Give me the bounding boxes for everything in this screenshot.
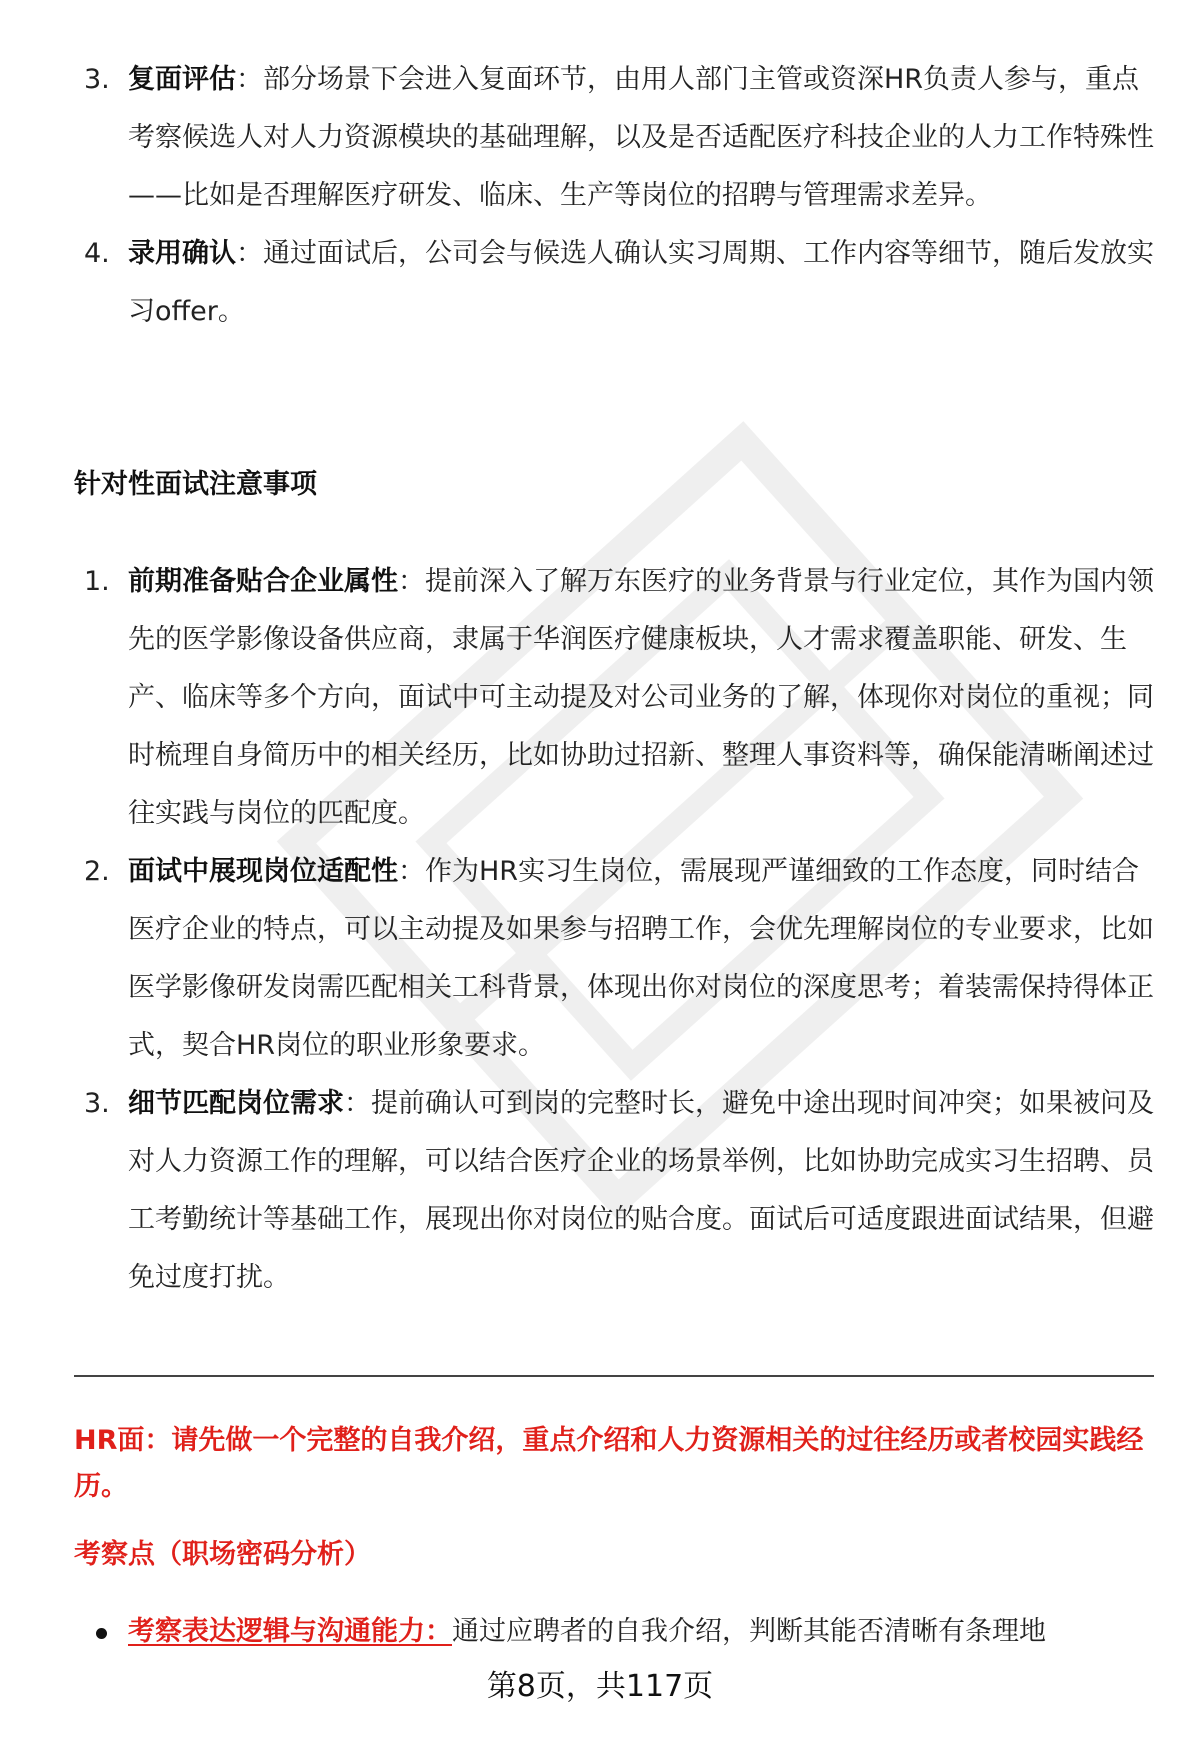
list-item bbox=[74, 51, 1154, 225]
list-item-title: 细节匹配岗位需求 bbox=[128, 1088, 344, 1119]
bullet-dot-icon bbox=[96, 1628, 107, 1639]
list-item bbox=[74, 225, 1154, 341]
list-item-text: ：提前确认可到岗的完整时长，避免中途出现时间冲突；如果被问及对人力资源工作的理解，可以结合医疗企业的场景举例，比如协助完成实习生招聘、员工考勤统计等基础工作，展现出你对岗位的贴合度。面试后可适度跟进面试结果，但避免过度打扰。 bbox=[128, 1088, 1154, 1293]
bullet-title: 考察表达逻辑与沟通能力： bbox=[128, 1616, 452, 1647]
list-item-text: ：提前深入了解万东医疗的业务背景与行业定位，其作为国内领先的医学影像设备供应商，隶属于华润医疗健康板块，人才需求覆盖职能、研发、生产、临床等多个方向，面试中可主动提及对公司业务的了解，体现你对岗位的重视；同时梳理自身简历中的相关经历，比如协助过招新、整理人事资料等，确保能清晰阐述过往实践与岗位的匹配度。 bbox=[128, 566, 1154, 829]
review-steps-list bbox=[74, 51, 1154, 341]
list-number: 1. bbox=[84, 566, 110, 597]
list-item bbox=[74, 553, 1154, 843]
list-item-title: 录用确认 bbox=[128, 238, 236, 269]
list-number: 3. bbox=[84, 1088, 110, 1119]
list-item-title: 前期准备贴合企业属性 bbox=[128, 566, 398, 597]
list-item-title: 面试中展现岗位适配性 bbox=[128, 856, 398, 887]
list-item-text: ：部分场景下会进入复面环节，由用人部门主管或资深HR负责人参与，重点考察候选人对人力资源模块的基础理解，以及是否适配医疗科技企业的人力工作特殊性——比如是否理解医疗研发、临床、生产等岗位的招聘与管理需求差异。 bbox=[128, 64, 1154, 211]
list-item bbox=[74, 1603, 1154, 1661]
hr-question: HR面：请先做一个完整的自我介绍，重点介绍和人力资源相关的过往经历或者校园实践经历。 bbox=[74, 1425, 1144, 1502]
bullet-text: 通过应聘者的自我介绍，判断其能否清晰有条理地 bbox=[452, 1616, 1046, 1647]
list-item bbox=[74, 843, 1154, 1075]
list-number: 4. bbox=[84, 238, 110, 269]
section-divider bbox=[74, 1375, 1154, 1377]
list-item-text: ：作为HR实习生岗位，需展现严谨细致的工作态度，同时结合医疗企业的特点，可以主动提及如果参与招聘工作，会优先理解岗位的专业要求，比如医学影像研发岗需匹配相关工科背景，体现出你对岗位的深度思考；着装需保持得体正式，契合HR岗位的职业形象要求。 bbox=[128, 856, 1154, 1061]
section-title: 针对性面试注意事项 bbox=[74, 469, 317, 500]
list-number: 3. bbox=[84, 64, 110, 95]
page-footer: 第8页，共117页 bbox=[486, 1669, 714, 1704]
list-item-title: 复面评估 bbox=[128, 64, 236, 95]
list-item bbox=[74, 1075, 1154, 1307]
list-item-text: ：通过面试后，公司会与候选人确认实习周期、工作内容等细节，随后发放实习offer。 bbox=[128, 238, 1154, 327]
analysis-title: 考察点（职场密码分析） bbox=[74, 1539, 371, 1570]
list-number: 2. bbox=[84, 856, 110, 887]
notes-list bbox=[74, 553, 1154, 1307]
analysis-bullets bbox=[74, 1603, 1154, 1661]
